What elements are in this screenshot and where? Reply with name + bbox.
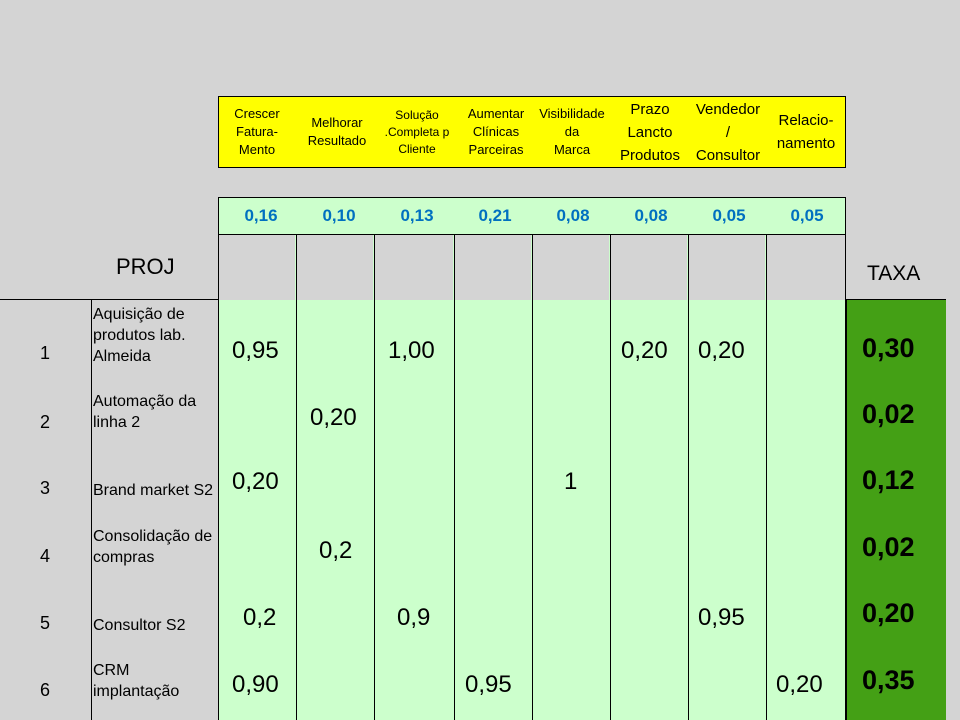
criterion-header: Visibilidade da Marca [539,106,605,157]
criterion-header: Vendedor / Consultor [695,100,761,164]
criterion-header: Melhorar Resultado [307,115,367,148]
row-number: 4 [40,546,51,566]
criterion-header: Prazo Lancto Produtos [619,100,681,164]
row-number: 2 [40,412,51,432]
grid-header-cell [375,235,453,300]
score-cell: 0,9 [397,604,431,631]
grid-line [766,235,767,720]
grid-header-cell [767,235,845,300]
weight-value: 0,05 [712,206,746,225]
criterion-header: Aumentar Clínicas Parceiras [467,106,525,157]
row-number: 3 [40,478,51,498]
grid-line [610,235,611,720]
score-cell: 0,95 [698,604,745,631]
score-cell: 0,95 [232,337,279,364]
grid-line [296,235,297,720]
score-cell: 0,20 [310,404,357,431]
score-cell: 0,2 [243,604,277,631]
taxa-value: 0,30 [862,333,915,363]
taxa-value: 0,02 [862,532,915,562]
project-name: Automação da linha 2 [93,393,197,431]
criteria-header-band [218,96,846,168]
taxa-value: 0,02 [862,399,915,429]
weight-value: 0,05 [790,206,824,225]
grid-line [454,235,455,720]
weight-value: 0,21 [478,206,512,225]
grid-line [688,235,689,720]
score-cell: 0,2 [319,537,353,564]
project-name: CRM implantação [93,662,180,700]
taxa-value: 0,35 [862,665,915,695]
project-name: Consultor S2 [93,617,186,634]
column-divider [91,299,92,720]
proj-header: PROJ [116,254,175,279]
score-cell: 0,20 [698,337,745,364]
project-name: Consolidação de compras [93,528,213,566]
project-name: Brand market S2 [93,482,214,499]
score-cell: 0,90 [232,671,279,698]
score-cell: 1 [564,468,578,495]
criterion-header: Solução .Completa p Cliente [384,107,450,156]
grid-header-cell [455,235,531,300]
criterion-header: Relacio- namento [776,112,836,152]
weight-value: 0,10 [322,206,356,225]
row-number: 1 [40,343,51,363]
row-number: 6 [40,680,51,700]
grid-header-cell [689,235,765,300]
weight-value: 0,16 [244,206,278,225]
score-cell: 0,20 [232,468,279,495]
grid-line [532,235,533,720]
score-cell: 0,20 [621,337,668,364]
weights-band [218,197,846,235]
grid-header-cell [297,235,373,300]
taxa-value: 0,12 [862,465,915,495]
weight-value: 0,13 [400,206,434,225]
grid-header-cell [219,235,295,300]
taxa-value: 0,20 [862,598,915,628]
grid-line [374,235,375,720]
score-cell: 0,95 [465,671,512,698]
project-name: Aquisição de produtos lab. Almeida [93,306,186,365]
grid-header-cell [533,235,609,300]
score-cell: 1,00 [388,337,435,364]
row-number: 5 [40,613,51,633]
grid-header-cell [611,235,687,300]
weight-value: 0,08 [556,206,590,225]
score-cell: 0,20 [776,671,823,698]
criterion-header: Crescer Fatura- Mento [234,106,280,157]
weight-value: 0,08 [634,206,668,225]
taxa-header: TAXA [867,262,921,285]
